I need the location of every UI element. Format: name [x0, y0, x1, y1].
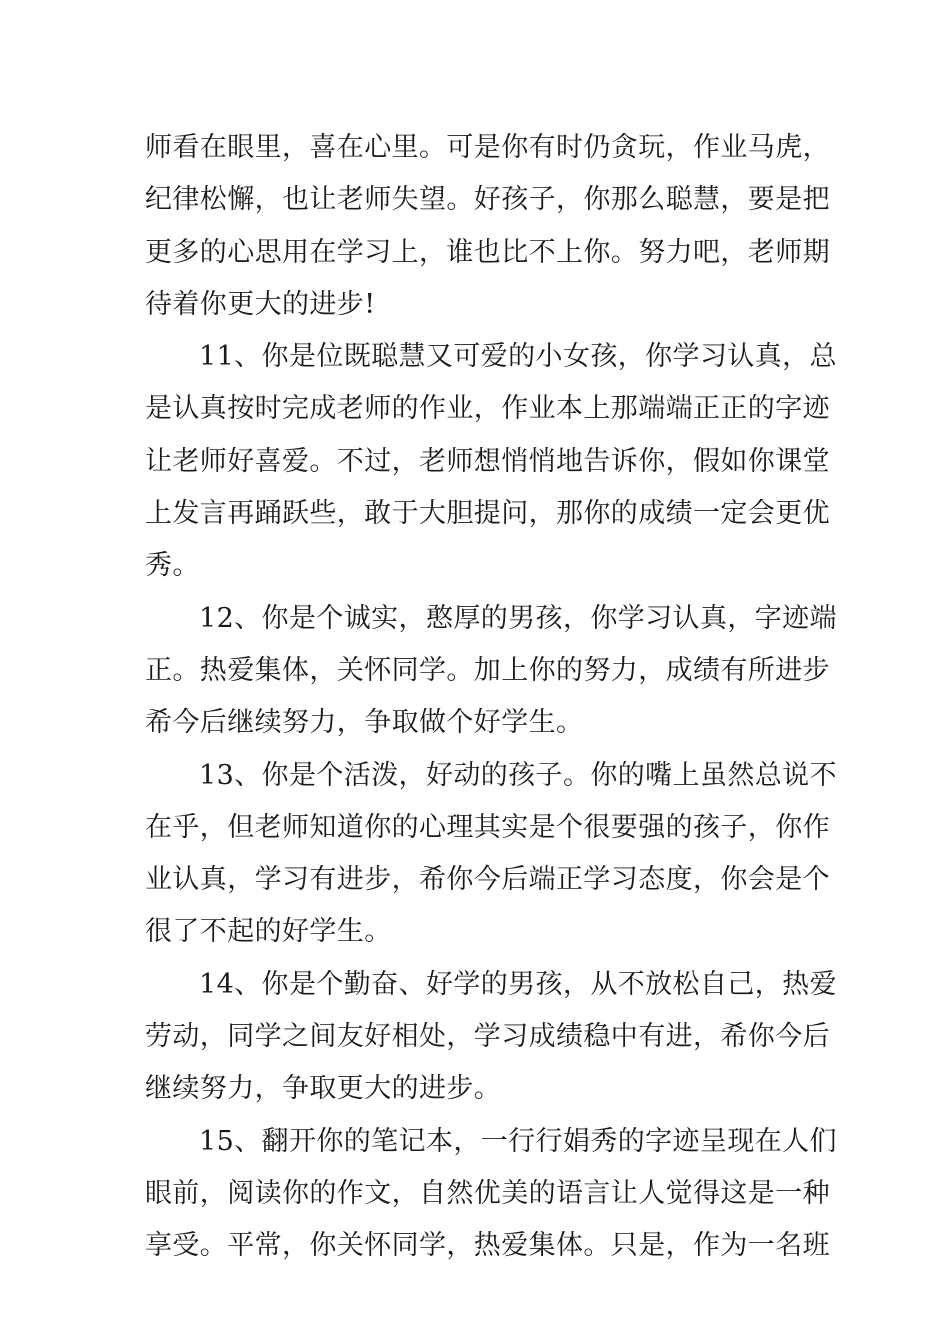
paragraph-item-12	[145, 593, 837, 750]
text-line: 更多的心思用在学习上，谁也比不上你。努力吧，老师期	[145, 236, 830, 268]
text-line: 希今后继续努力，争取做个好学生。	[145, 707, 584, 739]
text-line: 13、你是个活泼，好动的孩子。你的嘴上虽然总说不	[199, 759, 837, 791]
text-line: 师看在眼里，喜在心里。可是你有时仍贪玩，作业马虎，	[145, 132, 830, 163]
text-line: 让老师好喜爱。不过，老师想悄悄地告诉你，假如你课堂	[145, 445, 830, 477]
text-line: 是认真按时完成老师的作业，作业本上那端端正正的字迹	[145, 393, 830, 425]
text-line: 正。热爱集体，关怀同学。加上你的努力，成绩有所进步	[145, 654, 830, 686]
text-line: 12、你是个诚实，憨厚的男孩，你学习认真，字迹端	[199, 602, 837, 634]
paragraph-item-14	[145, 959, 837, 1116]
text-line: 15、翻开你的笔记本，一行行娟秀的字迹呈现在人们	[199, 1125, 837, 1157]
text-line: 14、你是个勤奋、好学的男孩，从不放松自己，热爱	[199, 968, 837, 1000]
text-line: 上发言再踊跃些，敢于大胆提问，那你的成绩一定会更优	[145, 498, 830, 530]
text-line: 在乎，但老师知道你的心理其实是个很要强的孩子，你作	[145, 811, 830, 843]
paragraph-item-15	[145, 1116, 837, 1273]
text-line: 业认真，学习有进步，希你今后端正学习态度，你会是个	[145, 864, 830, 896]
text-line: 继续努力，争取更大的进步。	[145, 1073, 502, 1105]
text-line: 11、你是位既聪慧又可爱的小女孩，你学习认真，总	[199, 341, 837, 373]
text-line: 享受。平常，你关怀同学，热爱集体。只是，作为一名班	[145, 1230, 830, 1262]
text-line: 纪律松懈，也让老师失望。好孩子，你那么聪慧，要是把	[145, 184, 830, 216]
text-line: 很了不起的好学生。	[145, 916, 392, 948]
text-line: 眼前，阅读你的作文，自然优美的语言让人觉得这是一种	[145, 1177, 830, 1209]
text-line: 劳动，同学之间友好相处，学习成绩稳中有进，希你今后	[145, 1021, 830, 1053]
document-body	[145, 122, 837, 1273]
text-line: 秀。	[145, 550, 200, 582]
paragraph-item-13	[145, 750, 837, 959]
paragraph-item-11	[145, 331, 837, 592]
text-line: 待着你更大的进步!	[145, 288, 376, 320]
paragraph-continuation	[145, 122, 830, 331]
